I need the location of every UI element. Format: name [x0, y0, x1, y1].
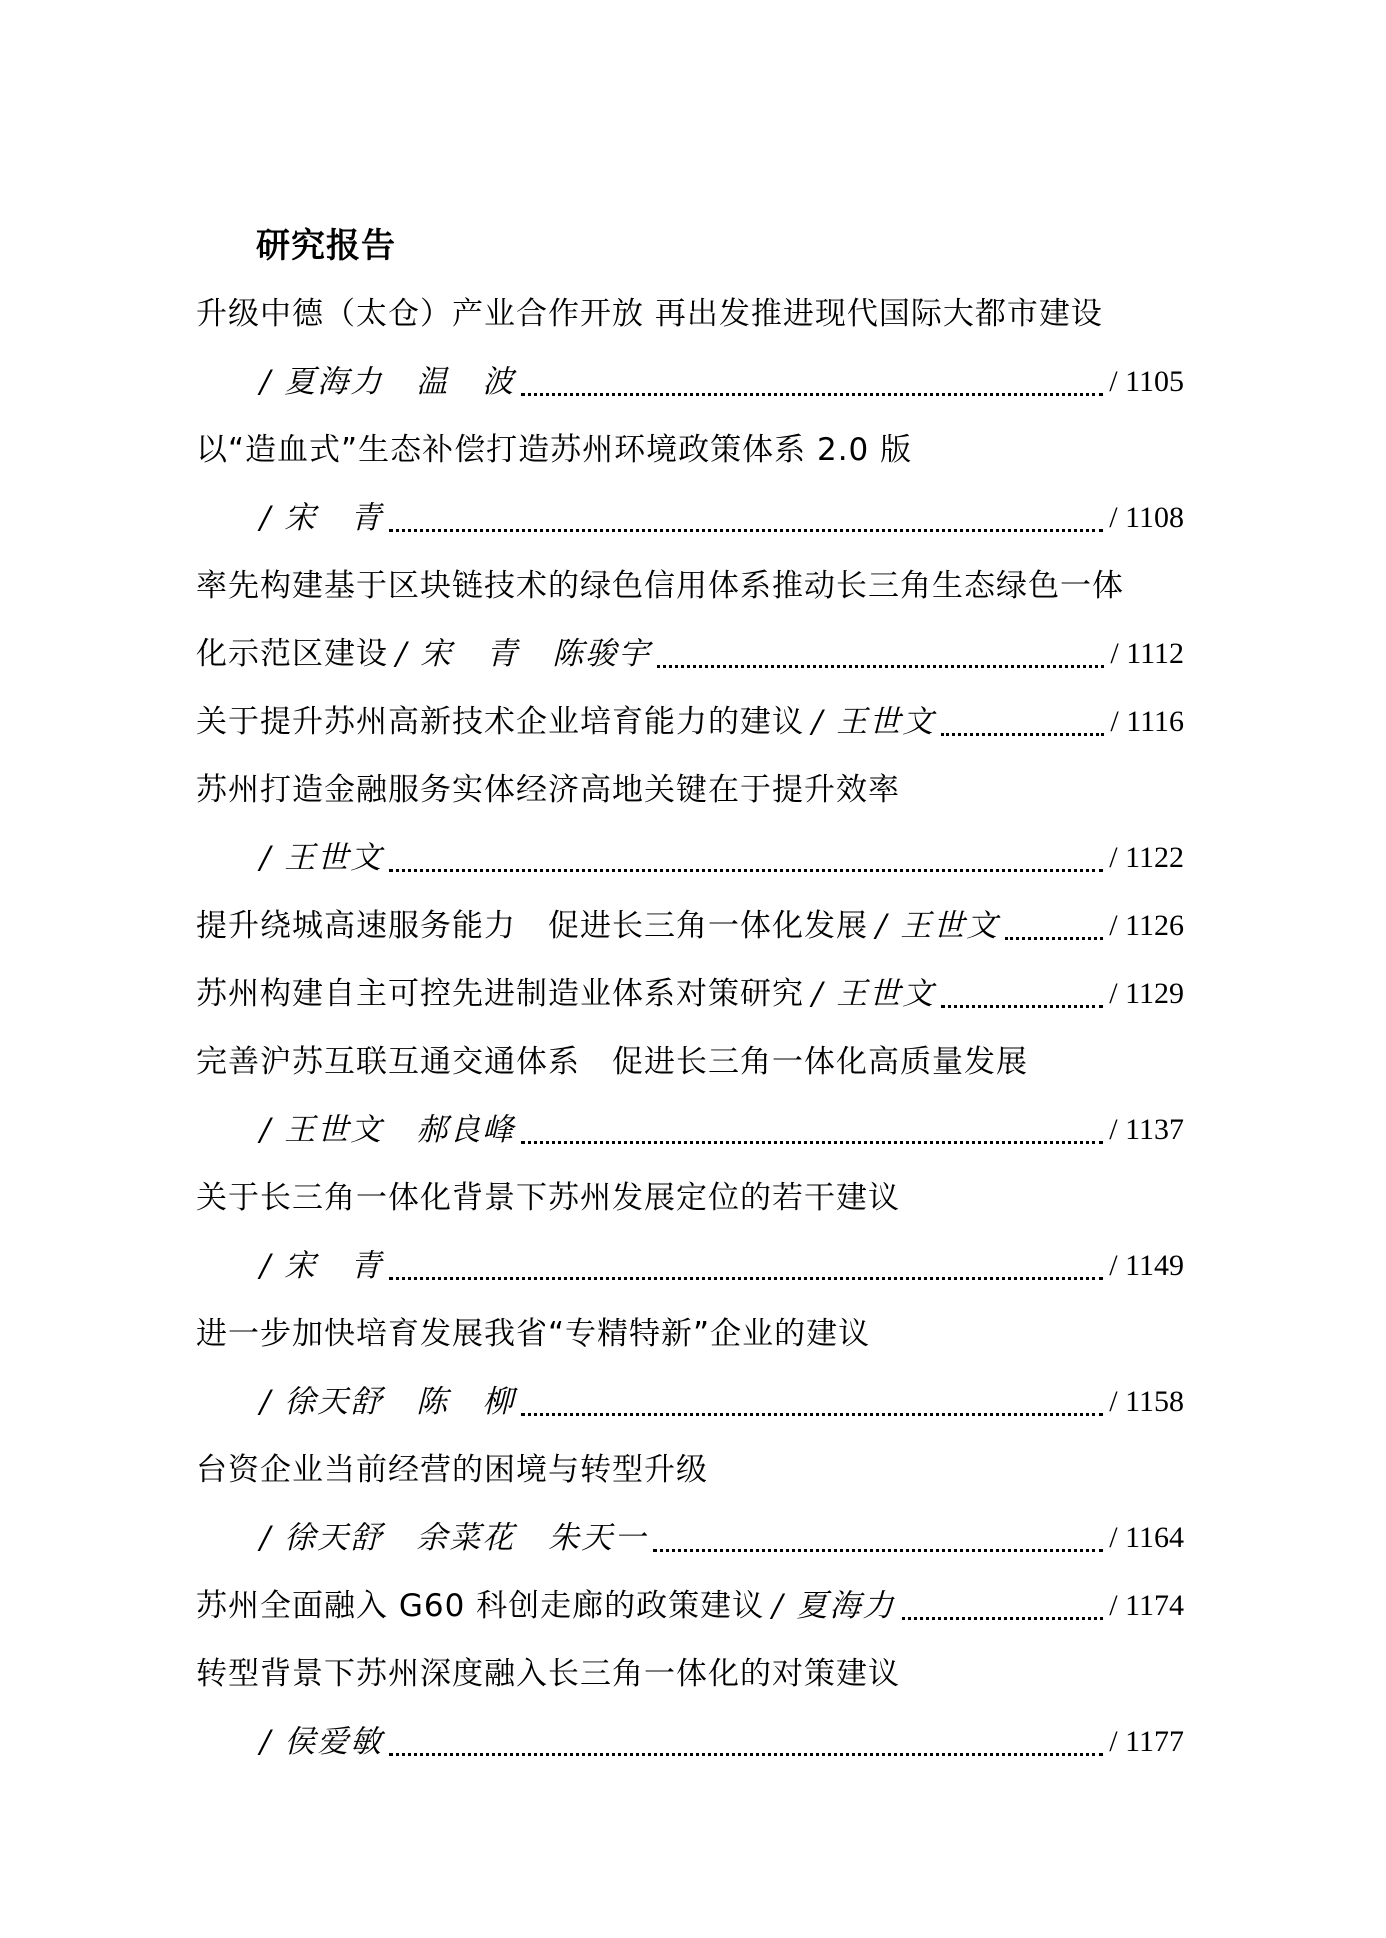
toc-entry-author: / 宋 青 [260, 1248, 384, 1284]
toc-entry-title-line [196, 1636, 1184, 1704]
toc-entry-title-line [196, 1024, 1184, 1092]
toc-entry-author: / 宋 青 [260, 500, 384, 536]
toc-leader-dots [389, 528, 1103, 532]
toc-entry-page[interactable]: / 1105 [1109, 365, 1184, 398]
toc-entry-title[interactable]: 苏州打造金融服务实体经济高地关键在于提升效率 [196, 772, 900, 808]
toc-entry-author-line [196, 1704, 1184, 1772]
table-of-contents [196, 276, 1184, 1772]
toc-entry-author: / 徐天舒 余菜花 朱天一 [260, 1520, 648, 1556]
toc-entry-title[interactable]: 苏州构建自主可控先进制造业体系对策研究 [196, 976, 804, 1012]
toc-entry-title[interactable]: 转型背景下苏州深度融入长三角一体化的对策建议 [196, 1656, 900, 1692]
toc-leader-dots [521, 1140, 1103, 1144]
toc-entry-title-line [196, 548, 1184, 616]
toc-entry-author: / 王世文 [812, 976, 936, 1012]
toc-entry-title-continued[interactable]: 化示范区建设 [196, 636, 388, 672]
toc-entry-page[interactable]: / 1122 [1109, 841, 1184, 874]
toc-entry-author-line [196, 344, 1184, 412]
toc-entry-title-cont-line [196, 616, 1184, 684]
toc-entry-line [196, 1568, 1184, 1636]
toc-entry-page[interactable]: / 1177 [1109, 1725, 1184, 1758]
toc-leader-dots [521, 1412, 1103, 1416]
toc-leader-dots [902, 1616, 1104, 1620]
toc-entry-title-line [196, 1160, 1184, 1228]
toc-entry-author-line [196, 820, 1184, 888]
toc-entry-author-line [196, 1500, 1184, 1568]
toc-leader-dots [653, 1548, 1103, 1552]
toc-entry-author: / 王世文 [876, 908, 1000, 944]
toc-entry-author-line [196, 1092, 1184, 1160]
toc-entry-title-line [196, 412, 1184, 480]
toc-entry-page[interactable]: / 1108 [1109, 501, 1184, 534]
toc-entry-title-line [196, 752, 1184, 820]
toc-entry-line [196, 956, 1184, 1024]
toc-entry-title[interactable]: 关于长三角一体化背景下苏州发展定位的若干建议 [196, 1180, 900, 1216]
toc-entry-title[interactable]: 关于提升苏州高新技术企业培育能力的建议 [196, 704, 804, 740]
toc-entry-author: / 徐天舒 陈 柳 [260, 1384, 516, 1420]
toc-entry-author-line [196, 1228, 1184, 1296]
toc-entry-author-line [196, 1364, 1184, 1432]
toc-entry-page[interactable]: / 1112 [1110, 637, 1184, 670]
toc-entry-author-line [196, 480, 1184, 548]
toc-entry-author: / 王世文 [812, 704, 936, 740]
toc-entry-page[interactable]: / 1126 [1109, 909, 1184, 942]
toc-entry-title[interactable]: 进一步加快培育发展我省“专精特新”企业的建议 [196, 1316, 871, 1352]
toc-leader-dots [521, 392, 1103, 396]
toc-entry-title-line [196, 276, 1184, 344]
toc-entry-title-line [196, 1296, 1184, 1364]
toc-entry-author: / 王世文 郝良峰 [260, 1112, 516, 1148]
toc-entry-page[interactable]: / 1164 [1109, 1521, 1184, 1554]
toc-entry-author: / 侯爱敏 [260, 1724, 384, 1760]
toc-entry-page[interactable]: / 1174 [1109, 1589, 1184, 1622]
toc-entry-title[interactable]: 台资企业当前经营的困境与转型升级 [196, 1452, 708, 1488]
toc-entry-title-line [196, 1432, 1184, 1500]
section-title: 研究报告 [256, 226, 396, 266]
toc-leader-dots [389, 868, 1103, 872]
toc-leader-dots [941, 1004, 1103, 1008]
toc-entry-line [196, 888, 1184, 956]
toc-leader-dots [389, 1276, 1103, 1280]
toc-entry-author: / 夏海力 [772, 1588, 896, 1624]
toc-entry-author: / 宋 青 陈骏宇 [396, 636, 652, 672]
toc-entry-author: / 夏海力 温 波 [260, 364, 516, 400]
toc-entry-title[interactable]: 率先构建基于区块链技术的绿色信用体系推动长三角生态绿色一体 [196, 568, 1124, 604]
toc-entry-page[interactable]: / 1129 [1109, 977, 1184, 1010]
toc-leader-dots [389, 1752, 1103, 1756]
toc-entry-page[interactable]: / 1137 [1109, 1113, 1184, 1146]
toc-leader-dots [657, 664, 1104, 668]
toc-leader-dots [1005, 936, 1103, 940]
toc-entry-title[interactable]: 升级中德（太仓）产业合作开放 再出发推进现代国际大都市建设 [196, 296, 1103, 332]
toc-entry-title[interactable]: 完善沪苏互联互通交通体系 促进长三角一体化高质量发展 [196, 1044, 1028, 1080]
toc-entry-page[interactable]: / 1116 [1110, 705, 1184, 738]
toc-entry-page[interactable]: / 1158 [1109, 1385, 1184, 1418]
toc-entry-page[interactable]: / 1149 [1109, 1249, 1184, 1282]
toc-leader-dots [941, 732, 1104, 736]
toc-entry-line [196, 684, 1184, 752]
toc-entry-title[interactable]: 提升绕城高速服务能力 促进长三角一体化发展 [196, 908, 868, 944]
toc-entry-title[interactable]: 苏州全面融入 G60 科创走廊的政策建议 [196, 1588, 765, 1624]
toc-entry-author: / 王世文 [260, 840, 384, 876]
toc-entry-title[interactable]: 以“造血式”生态补偿打造苏州环境政策体系 2.0 版 [196, 432, 913, 468]
